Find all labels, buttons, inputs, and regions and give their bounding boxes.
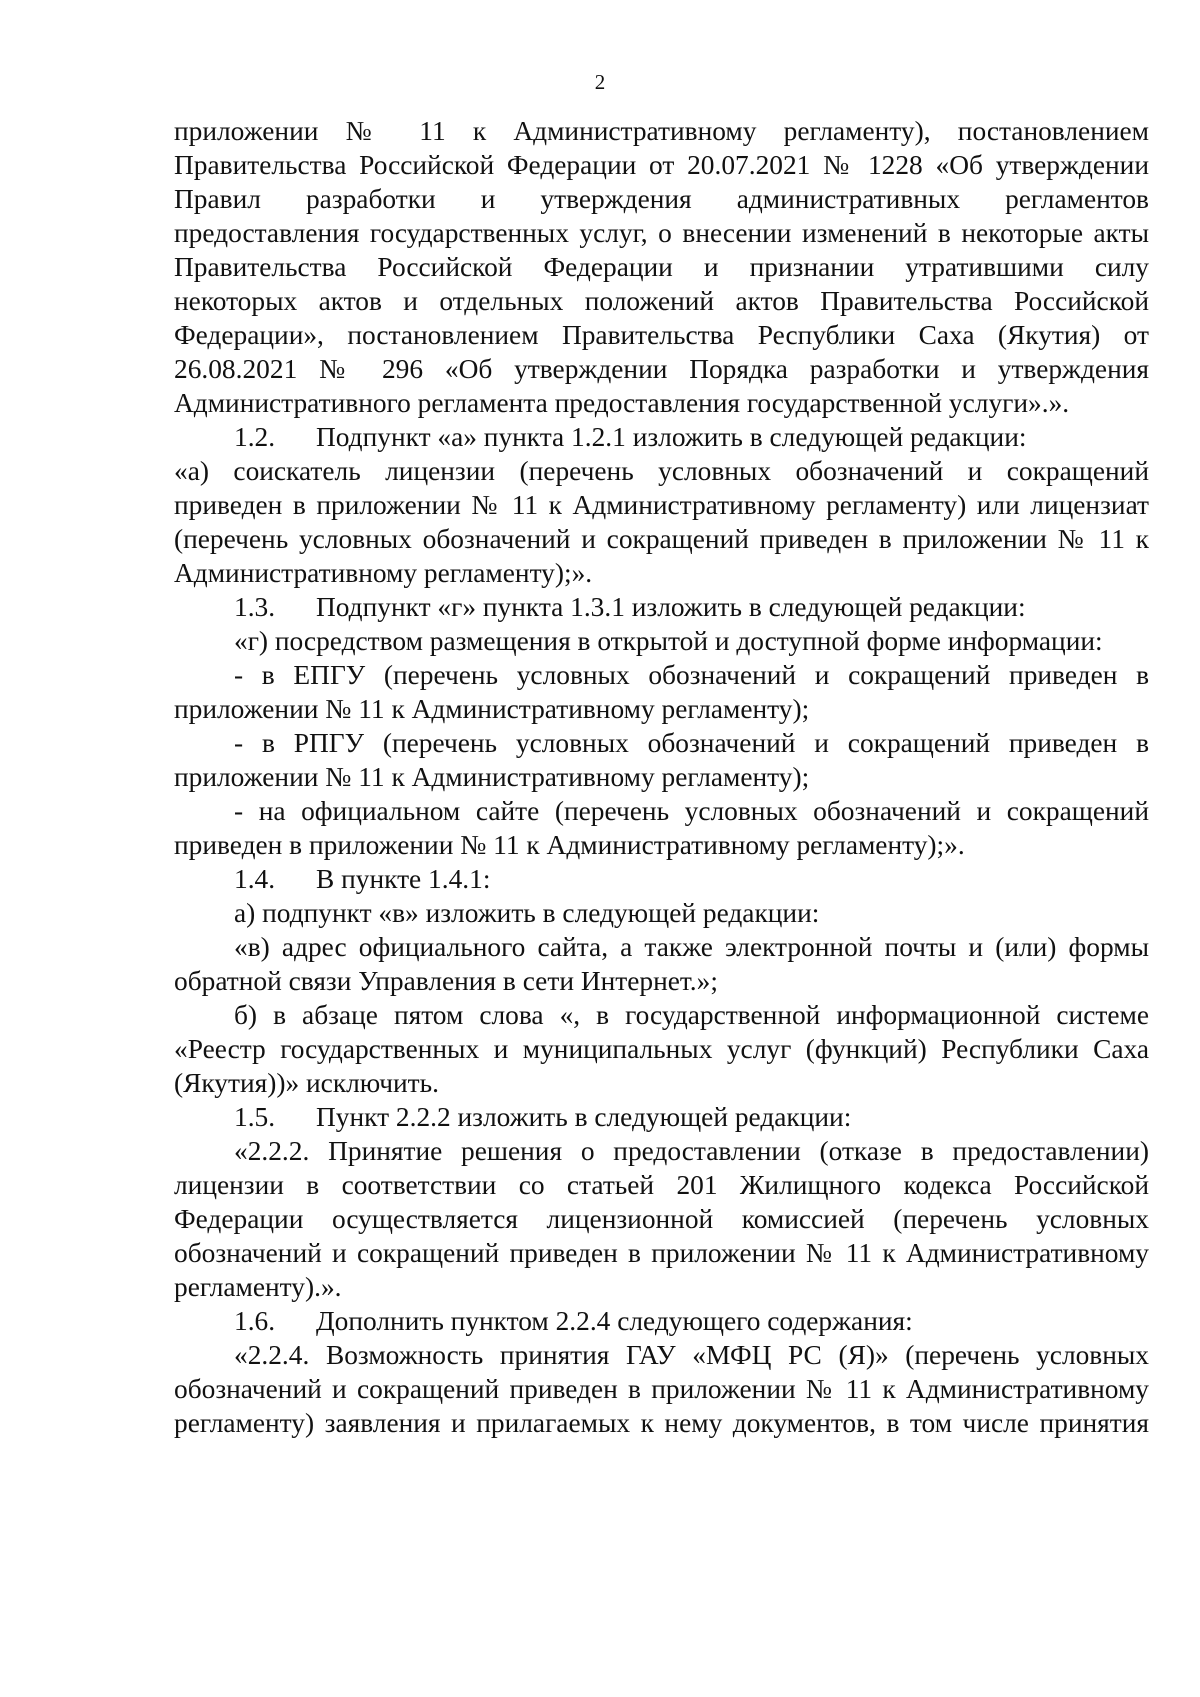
text-line: «2.2.4. Возможность принятия ГАУ «МФЦ РС (Я)» (перечень условных: [234, 1340, 1149, 1370]
text-line: Правительства Российской Федерации и признании утратившими силу: [174, 252, 1149, 282]
text-line: 26.08.2021 № 296 «Об утверждении Порядка разработки и утверждения: [174, 354, 1149, 384]
text-line: приложении № 11 к Административному регламенту), постановлением: [174, 116, 1149, 146]
numbered-item: [234, 420, 1149, 454]
text-line: приложении № 11 к Административному регламенту);: [174, 762, 810, 792]
text-line: Административному регламенту);».: [174, 558, 593, 588]
item-text: Подпункт «а» пункта 1.2.1 изложить в следующей редакции:: [316, 422, 1027, 452]
item-text: Пункт 2.2.2 изложить в следующей редакции:: [316, 1102, 852, 1132]
item-number: 1.4.: [234, 864, 276, 894]
item-text: В пункте 1.4.1:: [316, 864, 491, 894]
text-line: - на официальном сайте (перечень условных обозначений и сокращений: [234, 796, 1149, 826]
numbered-item: [234, 1304, 1149, 1338]
page-number: 2: [594, 70, 606, 94]
item-text: Подпункт «г» пункта 1.3.1 изложить в следующей редакции:: [316, 592, 1026, 622]
text-line: «Реестр государственных и муниципальных услуг (функций) Республики Саха: [174, 1034, 1149, 1064]
text-line: б) в абзаце пятом слова «, в государственной информационной системе: [234, 1000, 1149, 1030]
text-line: регламенту).».: [174, 1272, 342, 1302]
item-number: 1.5.: [234, 1102, 276, 1132]
text-line: обозначений и сокращений приведен в приложении № 11 к Административному: [174, 1374, 1149, 1404]
item-number: 1.3.: [234, 592, 276, 622]
text-line: Административного регламента предоставления государственной услуги».».: [174, 388, 1070, 418]
text-line: - в РПГУ (перечень условных обозначений и сокращений приведен в: [234, 728, 1149, 758]
text-line: приведен в приложении № 11 к Административному регламенту) или лицензиат: [174, 490, 1149, 520]
text-line: (Якутия))» исключить.: [174, 1068, 439, 1098]
item-number: 1.2.: [234, 422, 276, 452]
text-line: Правил разработки и утверждения административных регламентов: [174, 184, 1149, 214]
text-line: регламенту) заявления и прилагаемых к нему документов, в том числе принятия: [174, 1408, 1149, 1438]
text-line: обратной связи Управления в сети Интернет.»;: [174, 966, 718, 996]
text-line: приведен в приложении № 11 к Административному регламенту);».: [174, 830, 965, 860]
numbered-item: [234, 862, 1149, 896]
text-line: «а) соискатель лицензии (перечень условных обозначений и сокращений: [174, 456, 1149, 486]
text-line: - в ЕПГУ (перечень условных обозначений и сокращений приведен в: [234, 660, 1149, 690]
text-line: (перечень условных обозначений и сокращений приведен в приложении № 11 к: [174, 524, 1149, 554]
text-line: обозначений и сокращений приведен в приложении № 11 к Административному: [174, 1238, 1149, 1268]
text-line: лицензии в соответствии со статьей 201 Жилищного кодекса Российской: [174, 1170, 1149, 1200]
numbered-item: [234, 590, 1149, 624]
text-line: приложении № 11 к Административному регламенту);: [174, 694, 810, 724]
numbered-item: [234, 1100, 1149, 1134]
text-line: Правительства Российской Федерации от 20.07.2021 № 1228 «Об утверждении: [174, 150, 1149, 180]
text-line: Федерации осуществляется лицензионной комиссией (перечень условных: [174, 1204, 1149, 1234]
text-line: предоставления государственных услуг, о внесении изменений в некоторые акты: [174, 218, 1149, 248]
text-line: «2.2.2. Принятие решения о предоставлении (отказе в предоставлении): [234, 1136, 1149, 1166]
text-line: некоторых актов и отдельных положений актов Правительства Российской: [174, 286, 1149, 316]
text-line: а) подпункт «в» изложить в следующей редакции:: [234, 898, 820, 928]
item-number: 1.6.: [234, 1306, 276, 1336]
item-text: Дополнить пунктом 2.2.4 следующего содержания:: [316, 1306, 913, 1336]
text-line: «в) адрес официального сайта, а также электронной почты и (или) формы: [234, 932, 1149, 962]
text-line: «г) посредством размещения в открытой и доступной форме информации:: [234, 626, 1103, 656]
text-line: Федерации», постановлением Правительства Республики Саха (Якутия) от: [174, 320, 1149, 350]
